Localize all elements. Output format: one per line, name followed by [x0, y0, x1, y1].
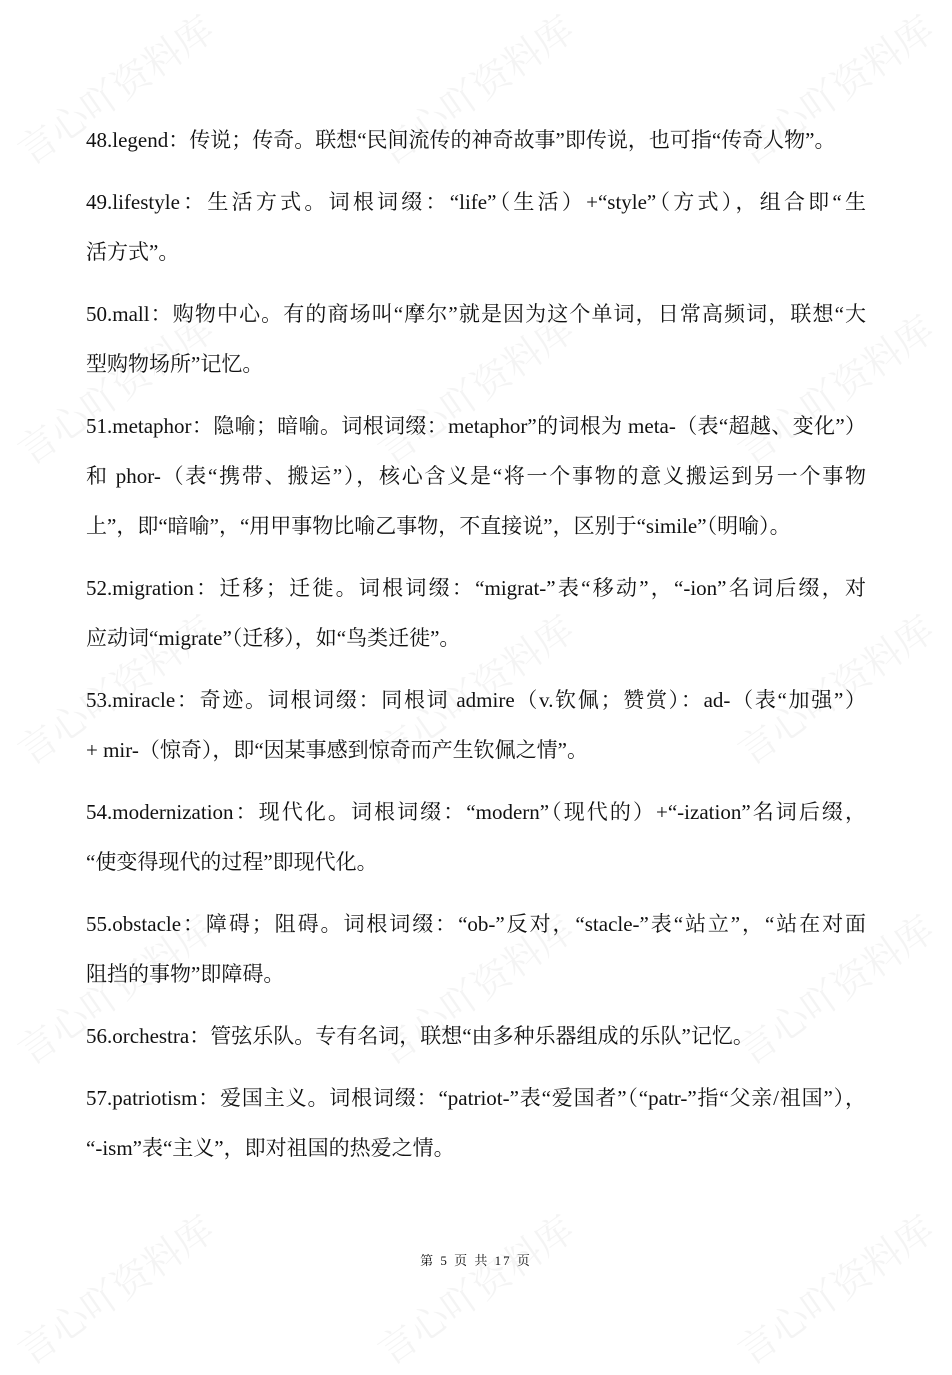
entry-line: 51.metaphor：隐喻；暗喻。词根词缀：metaphor”的词根为 meta-（表“超越、变化”） [86, 414, 866, 438]
entry-line: 52.migration：迁移；迁徙。词根词缀：“migrat-”表“移动”，“-ion”名词后缀，对 [86, 576, 866, 600]
vocab-entry [86, 408, 866, 558]
vocab-entry [86, 184, 866, 284]
entry-line: 和 phor-（表“携带、搬运”），核心含义是“将一个事物的意义搬运到另一个事物 [86, 464, 866, 488]
entry-line: 49.lifestyle：生活方式。词根词缀：“life”（生活）+“style”（方式），组合即“生 [86, 190, 866, 214]
page-footer: 第 5 页 共 17 页 [420, 1253, 532, 1268]
entry-line: 54.modernization：现代化。词根词缀：“modern”（现代的）+“-ization”名词后缀， [86, 800, 866, 824]
watermark-text [365, 1200, 583, 1375]
entry-line: 48.legend：传说；传奇。联想“民间流传的神奇故事”即传说，也可指“传奇人物”。 [86, 128, 836, 152]
entry-line: 阻挡的事物”即障碍。 [86, 962, 285, 986]
vocab-entry [86, 794, 866, 894]
vocab-entry [86, 296, 866, 396]
vocab-entry [86, 906, 866, 1006]
vocab-entry [86, 682, 866, 782]
entry-line: 活方式”。 [86, 240, 180, 264]
entry-line: 应动词“migrate”（迁移），如“鸟类迁徙”。 [86, 626, 461, 650]
entry-line: 55.obstacle：障碍；阻碍。词根词缀：“ob-”反对，“stacle-”表“站立”，“站在对面 [86, 912, 866, 936]
entry-line: “-ism”表“主义”，即对祖国的热爱之情。 [86, 1136, 455, 1160]
vocab-entry [86, 1018, 866, 1068]
watermark-text [5, 1200, 223, 1375]
entry-line: 50.mall：购物中心。有的商场叫“摩尔”就是因为这个单词，日常高频词，联想“大 [86, 302, 866, 326]
entry-line: “使变得现代的过程”即现代化。 [86, 850, 378, 874]
entry-line: + mir-（惊奇），即“因某事感到惊奇而产生钦佩之情”。 [86, 738, 588, 762]
entry-line: 53.miracle：奇迹。词根词缀：同根词 admire（v.钦佩；赞赏）：ad-（表“加强”） [86, 688, 866, 712]
document-body [86, 122, 866, 1192]
entry-line: 57.patriotism：爱国主义。词根词缀：“patriot-”表“爱国者”（“patr-”指“父亲/祖国”）， [86, 1086, 866, 1110]
entry-line: 型购物场所”记忆。 [86, 352, 264, 376]
watermark-text [725, 1200, 943, 1375]
vocab-entry [86, 570, 866, 670]
vocab-entry [86, 1080, 866, 1180]
entry-line: 56.orchestra：管弦乐队。专有名词，联想“由多种乐器组成的乐队”记忆。 [86, 1024, 754, 1048]
vocab-entry [86, 122, 866, 172]
entry-line: 上”，即“暗喻”，“用甲事物比喻乙事物，不直接说”，区别于“simile”（明喻）。 [86, 514, 791, 538]
